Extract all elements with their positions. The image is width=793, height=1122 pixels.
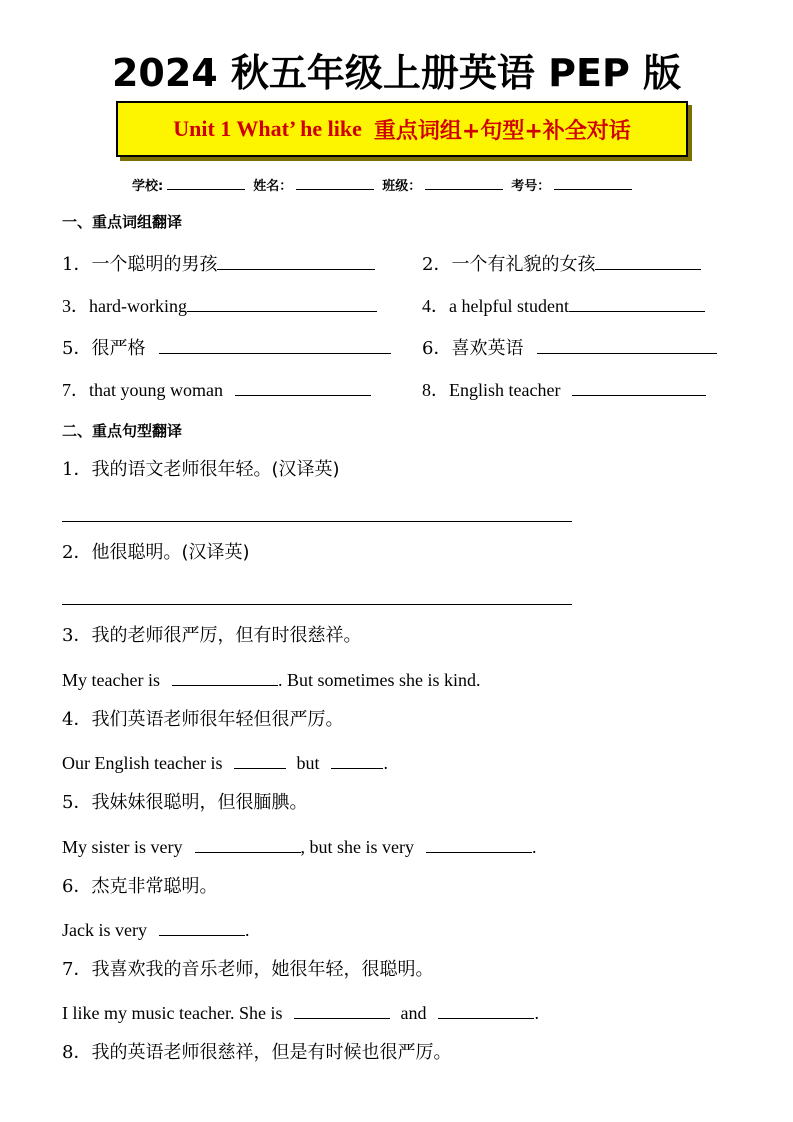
sentence-question-4 <box>62 708 343 732</box>
sentence-question-2 <box>62 541 250 565</box>
item-text: 一个聪明的男孩 <box>91 254 218 275</box>
item-number: 6． <box>62 876 92 897</box>
answer-line-2[interactable] <box>62 604 572 605</box>
item-number: 3． <box>62 625 92 646</box>
phrase-item-5 <box>62 335 391 361</box>
answer-blank[interactable] <box>159 917 245 936</box>
question-text: 我们英语老师很年轻但很严厉。 <box>91 709 344 730</box>
sentence-question-3 <box>62 624 361 648</box>
phrase-item-1 <box>62 251 375 277</box>
sentence-part: but <box>296 753 320 773</box>
question-text: 我的英语老师很慈祥，但是有时候也很严厉。 <box>91 1042 452 1063</box>
answer-sentence-7 <box>62 1000 539 1025</box>
answer-blank[interactable] <box>294 1000 390 1019</box>
question-text: 我的老师很严厉，但有时很慈祥。 <box>91 625 362 646</box>
sentence-part: and <box>400 1003 427 1023</box>
item-text: hard-working <box>89 296 187 316</box>
class-field[interactable] <box>425 177 503 190</box>
item-number: 4． <box>422 296 449 316</box>
school-label: 学校: <box>132 179 164 194</box>
exam-no-label: 考号： <box>511 179 551 194</box>
unit-banner <box>116 101 688 157</box>
item-number: 5． <box>62 792 92 813</box>
answer-blank[interactable] <box>595 251 701 270</box>
question-text: 杰克非常聪明。 <box>91 876 218 897</box>
question-text: 他很聪明。(汉译英) <box>91 542 250 563</box>
sentence-part: . But sometimes she is kind. <box>277 670 481 690</box>
sentence-part: Our English teacher is <box>62 753 223 773</box>
item-number: 7． <box>62 959 92 980</box>
answer-blank[interactable] <box>438 1000 534 1019</box>
answer-sentence-5 <box>62 834 536 859</box>
sentence-part: . <box>534 1003 539 1023</box>
item-number: 8． <box>62 1042 92 1063</box>
sentence-part: My teacher is <box>62 670 160 690</box>
page-title: 2024 秋五年级上册英语 PEP 版 <box>111 51 682 95</box>
answer-blank[interactable] <box>195 834 301 853</box>
phrase-item-7 <box>62 377 371 402</box>
item-number: 1． <box>62 459 92 480</box>
sentence-part: , but she is very <box>300 837 414 857</box>
item-number: 4． <box>62 709 92 730</box>
answer-blank[interactable] <box>572 377 706 396</box>
class-label: 班级： <box>382 179 422 194</box>
name-label: 姓名： <box>253 179 293 194</box>
answer-blank[interactable] <box>159 335 391 354</box>
item-number: 8． <box>422 380 449 400</box>
sentence-part: . <box>531 837 537 857</box>
question-text: 我喜欢我的音乐老师，她很年轻，很聪明。 <box>91 959 434 980</box>
phrase-item-6 <box>422 335 717 361</box>
sentence-part: My sister is very <box>62 837 183 857</box>
item-text: 一个有礼貌的女孩 <box>451 254 596 275</box>
item-number: 7． <box>62 380 89 400</box>
item-text: 喜欢英语 <box>451 338 524 359</box>
sentence-part: . <box>244 920 250 940</box>
unit-topic: 重点词组+句型+补全对话 <box>373 118 631 144</box>
answer-sentence-3 <box>62 667 480 692</box>
answer-blank[interactable] <box>234 750 286 769</box>
answer-blank[interactable] <box>426 834 532 853</box>
item-number: 6． <box>422 338 452 359</box>
name-field[interactable] <box>296 177 374 190</box>
answer-blank[interactable] <box>172 667 278 686</box>
sentence-part: Jack is very <box>62 920 147 940</box>
section-2-heading: 二、重点句型翻译 <box>62 422 183 440</box>
sentence-part: . <box>383 753 388 773</box>
item-number: 2． <box>62 542 92 563</box>
sentence-part: I like my music teacher. She is <box>62 1003 283 1023</box>
answer-line-1[interactable] <box>62 521 572 522</box>
phrase-item-3 <box>62 293 377 318</box>
phrase-item-4 <box>422 293 705 318</box>
item-number: 5． <box>62 338 92 359</box>
item-text: English teacher <box>449 380 561 400</box>
student-info-row <box>132 175 692 194</box>
answer-blank[interactable] <box>187 293 377 312</box>
question-text: 我妹妹很聪明，但很腼腆。 <box>91 792 308 813</box>
answer-sentence-6 <box>62 917 249 942</box>
sentence-question-5 <box>62 791 307 815</box>
sentence-question-8 <box>62 1041 451 1065</box>
question-text: 我的语文老师很年轻。(汉译英) <box>91 459 340 480</box>
school-field[interactable] <box>167 177 245 190</box>
item-text: that young woman <box>89 380 223 400</box>
sentence-question-6 <box>62 875 217 899</box>
item-number: 2． <box>422 254 452 275</box>
item-number: 1． <box>62 254 92 275</box>
item-number: 3． <box>62 296 89 316</box>
item-text: a helpful student <box>449 296 569 316</box>
answer-blank[interactable] <box>569 293 705 312</box>
phrase-item-8 <box>422 377 706 402</box>
answer-sentence-4 <box>62 750 388 775</box>
sentence-question-1 <box>62 458 340 482</box>
exam-no-field[interactable] <box>554 177 632 190</box>
sentence-question-7 <box>62 958 433 982</box>
answer-blank[interactable] <box>217 251 375 270</box>
answer-blank[interactable] <box>235 377 371 396</box>
phrase-item-2 <box>422 251 701 277</box>
section-1-heading: 一、重点词组翻译 <box>62 213 183 231</box>
unit-title: Unit 1 What’ he like <box>173 116 362 141</box>
answer-blank[interactable] <box>537 335 717 354</box>
answer-blank[interactable] <box>331 750 383 769</box>
item-text: 很严格 <box>91 338 146 359</box>
